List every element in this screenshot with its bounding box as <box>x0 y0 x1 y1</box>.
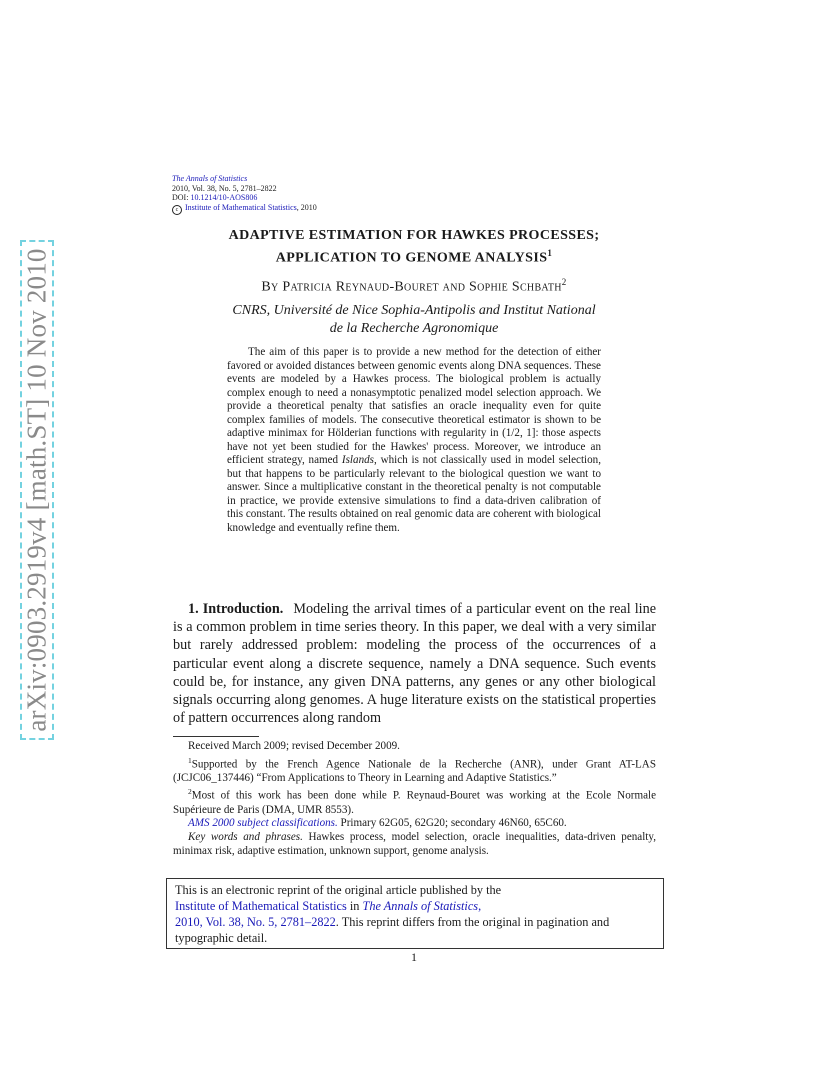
arxiv-stamp <box>20 240 54 740</box>
reprint-publisher-link[interactable]: Institute of Mathematical Statistics <box>175 899 347 913</box>
authors-text: By Patricia Reynaud-Bouret and Sophie Schbath <box>261 279 562 295</box>
paper-title <box>180 227 648 267</box>
ams-classification-link[interactable]: AMS 2000 subject classifications. <box>188 817 338 830</box>
doi-link[interactable]: 10.1214/10-AOS806 <box>190 193 258 202</box>
keywords-text: Hawkes process, model selection, oracle inequalities, data-driven penalty, minimax risk, adaptive estimation, unknown support, genome analysis. <box>173 830 656 857</box>
reprint-notice <box>166 878 664 949</box>
footnote-2-text: Most of this work has been done while P. Reynaud-Bouret was working at the Ecole Normale Supérieure de Paris (DMA, UMR 8553). <box>173 790 656 816</box>
author-list <box>150 277 678 296</box>
footnotes <box>173 740 656 858</box>
copyright-icon: c <box>172 205 182 215</box>
reprint-in: in <box>346 899 363 913</box>
arxiv-identifier: arXiv:0903.2919v4 [math.ST] 10 Nov 2010 <box>21 248 52 732</box>
affiliation-line-2: de la Recherche Agronomique <box>329 321 499 336</box>
title-line-1: ADAPTIVE ESTIMATION FOR HAWKES PROCESSES; <box>228 228 600 243</box>
affiliation <box>180 302 648 338</box>
author-footnote-mark[interactable]: 2 <box>561 277 567 287</box>
keywords <box>173 831 656 858</box>
footnote-2-mark: 2 <box>188 787 192 797</box>
footnote-1-mark: 1 <box>188 755 192 765</box>
journal-name-link[interactable]: The Annals of Statistics <box>172 174 248 183</box>
abstract-text-1: The aim of this paper is to provide a new method for the detection of either favored or avoided distances between genomic events along DNA sequences. These events are modeled by a Hawkes process. The biological problem is actually complex enough to need a nonasymptotic penalized model selection approach. We provide a theoretical penalty that satisfies an oracle inequality even for quite complex families of models. The consecutive theoretical estimator is shown to be adaptive minimax for Hölderian functions with regularity in (1/2, 1]: those aspects have not yet been studied for the Hawkes' process. Moreover, we introduce an efficient strategy, named <box>227 346 601 466</box>
introduction-section <box>173 600 656 727</box>
copyright-year: , 2010 <box>296 202 317 212</box>
footnote-1-text: Supported by the French Agence Nationale de la Recherche (ANR), under Grant AT-LAS (JCJC06_137446) “From Applications to Theory in Learning and Adaptive Statistics.” <box>173 758 656 784</box>
abstract-text-2: , which is not classically used in model selection, but that happens to be particularly relevant to the biological question we want to answer. Since a multiplicative constant in the theoretical penalty is not computable in practice, we provide extensive simulations to find a data-driven calibration of this constant. The results obtained on real genomic data are coherent with biological knowledge and eventually refine them. <box>227 454 601 534</box>
affiliation-line-1: CNRS, Université de Nice Sophia-Antipolis and Institut National <box>232 303 596 318</box>
title-footnote-mark[interactable]: 1 <box>547 247 553 258</box>
section-heading: 1. Introduction. <box>188 601 284 617</box>
ams-classification <box>173 817 656 831</box>
footnote-1 <box>173 754 656 786</box>
reprint-text-2: . This reprint differs from the original in pagination and typographic detail. <box>175 915 610 945</box>
journal-volume: 2010, Vol. 38, No. 5, 2781–2822 <box>172 183 277 193</box>
doi-prefix: DOI: <box>172 193 191 202</box>
abstract-islands: Islands <box>341 454 374 466</box>
introduction-text: Modeling the arrival times of a particular event on the real line is a common problem in time series theory. In this paper, we deal with a very similar but rarely addressed problem: modeling the process of the occurrences of a particular event along a discrete sequence, namely a DNA sequence. Such events could be, for instance, any given DNA patterns, any genes or any other biological signals occurring along genomes. A huge literature exists on the statistical properties of pattern occurrences along random <box>173 601 657 727</box>
page-number: 1 <box>411 950 417 964</box>
title-line-2: APPLICATION TO GENOME ANALYSIS <box>275 250 548 266</box>
ams-classification-text: Primary 62G05, 62G20; secondary 46N60, 65C60. <box>337 817 567 830</box>
reprint-volume-link[interactable]: 2010, Vol. 38, No. 5, 2781–2822 <box>175 915 336 929</box>
keywords-label: Key words and phrases. <box>188 830 303 843</box>
journal-header <box>172 174 317 215</box>
abstract <box>227 346 601 535</box>
footnote-divider <box>173 736 259 737</box>
footnote-2 <box>173 785 656 817</box>
publisher-link[interactable]: Institute of Mathematical Statistics <box>185 202 297 212</box>
reprint-comma: , <box>478 899 482 913</box>
reprint-journal-link[interactable]: The Annals of Statistics <box>362 899 479 913</box>
reprint-text-1: This is an electronic reprint of the original article published by the <box>175 883 502 897</box>
received-note: Received March 2009; revised December 2009. <box>188 740 400 752</box>
